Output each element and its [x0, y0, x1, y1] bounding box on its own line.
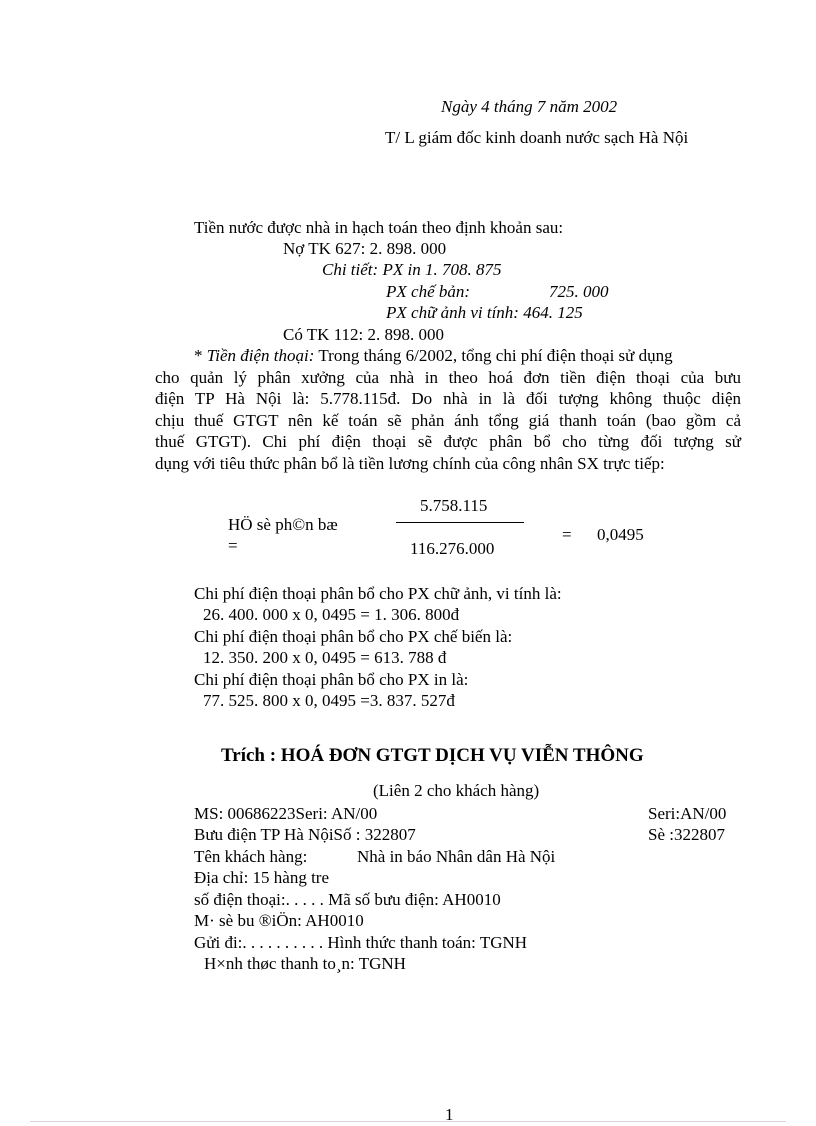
invoice-phone: số điện thoại:. . . . . Mã số bưu điện: AH0010 [194, 890, 501, 909]
phone-label: Tiền điện thoại: [206, 346, 315, 365]
water-detail-line-1 [322, 259, 501, 281]
fraction-bar [396, 522, 524, 523]
phone-line-1: Trong tháng 6/2002, tổng chi phí điện thoại sử dụng [318, 346, 673, 365]
allocation-label-px-in: Chi phí điện thoại phân bổ cho PX in là: [194, 670, 469, 689]
detail-px-che-ban-value: 725. 000 [549, 282, 609, 301]
allocation-calc-px-in: 77. 525. 800 x 0, 0495 =3. 837. 527đ [203, 691, 455, 710]
footer-rule [30, 1121, 786, 1122]
signer-title: T/ L giám đốc kinh doanh nước sạch Hà Nội [385, 128, 689, 147]
invoice-title-prefix: Trích [221, 745, 265, 766]
phone-line-2: cho quản lý phân xưởng của nhà in theo hoá đơn tiền điện thoại của bưu [155, 368, 741, 387]
allocation-calc-che-bien: 12. 350. 200 x 0, 0495 = 613. 788 đ [203, 648, 447, 667]
formula-label-2: = [228, 536, 238, 555]
invoice-postcode: M· sè bu ®iÖn: AH0010 [194, 911, 364, 930]
phone-line-5: thuế GTGT). Chi phí điện thoại sẽ được phân bổ cho từng đối tượng sử [155, 432, 741, 451]
formula-result: 0,0495 [597, 525, 644, 544]
page-number: 1 [445, 1105, 454, 1124]
invoice-title-main: : HOÁ ĐƠN GTGT DỊCH VỤ VIỄN THÔNG [264, 745, 644, 766]
water-credit: Có TK 112: 2. 898. 000 [283, 325, 445, 344]
invoice-title [221, 745, 644, 767]
invoice-seri: Seri:AN/00 [648, 804, 727, 823]
invoice-post-office: Bưu điện TP Hà NộiSố : 322807 [194, 825, 416, 844]
formula-numerator: 5.758.115 [420, 496, 488, 515]
formula-label-1: HÖ sè ph©n bæ [228, 515, 338, 534]
water-debit: Nợ TK 627: 2. 898. 000 [283, 239, 447, 258]
invoice-address: Địa chỉ: 15 hàng tre [194, 868, 330, 887]
allocation-calc-chu-anh: 26. 400. 000 x 0, 0495 = 1. 306. 800đ [203, 605, 460, 624]
detail-px-chu-anh: PX chữ ảnh vi tính: 464. 125 [386, 303, 583, 322]
water-intro: Tiền nước được nhà in hạch toán theo định khoản sau: [194, 218, 564, 237]
invoice-subtitle: (Liên 2 cho khách hàng) [373, 781, 540, 800]
detail-px-che-ban-name: PX chế bản: [386, 282, 471, 301]
phone-first-line [194, 345, 673, 367]
formula-denominator: 116.276.000 [410, 539, 495, 558]
invoice-sent: Gửi đi:. . . . . . . . . . Hình thức thanh toán: TGNH [194, 933, 528, 952]
phone-line-6: dụng với tiêu thức phân bổ là tiền lương chính của công nhân SX trực tiếp: [155, 454, 665, 473]
detail-label: Chi tiết: [322, 260, 379, 279]
phone-bullet: * [194, 346, 207, 365]
allocation-label-chu-anh: Chi phí điện thoại phân bổ cho PX chữ ảnh, vi tính là: [194, 584, 562, 603]
phone-line-3: điện TP Hà Nội là: 5.778.115đ. Do nhà in là đối tượng không thuộc diện [155, 389, 741, 408]
invoice-customer-label: Tên khách hàng: [194, 847, 308, 866]
invoice-customer-value: Nhà in báo Nhân dân Hà Nội [357, 847, 556, 866]
invoice-number: Sè :322807 [648, 825, 725, 844]
phone-line-4: chịu thuế GTGT nên kế toán sẽ phản ánh tổng giá thanh toán (bao gồm cả [155, 411, 741, 430]
document-date: Ngày 4 tháng 7 năm 2002 [441, 97, 618, 116]
invoice-payment: H×nh thøc thanh to¸n: TGNH [204, 954, 406, 973]
allocation-label-che-bien: Chi phí điện thoại phân bổ cho PX chế biến là: [194, 627, 513, 646]
detail-px-in: PX in 1. 708. 875 [382, 260, 502, 279]
formula-equals: = [562, 525, 572, 544]
invoice-ms: MS: 00686223Seri: AN/00 [194, 804, 378, 823]
